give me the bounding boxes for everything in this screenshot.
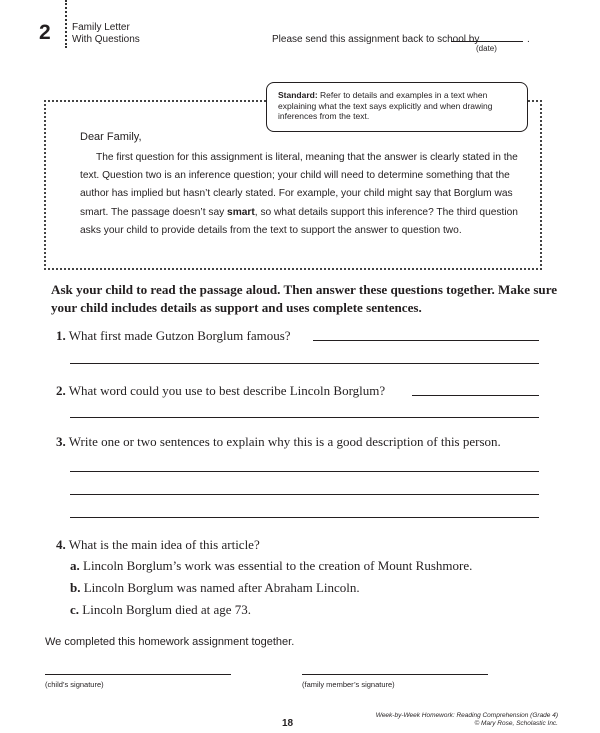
question-number: 4. xyxy=(56,537,66,552)
family-signature-field[interactable] xyxy=(302,674,488,675)
send-back-text: Please send this assignment back to school by xyxy=(272,34,480,45)
letter-body-bold: smart xyxy=(227,206,255,218)
standard-label: Standard: xyxy=(278,90,318,100)
question-text: Write one or two sentences to explain why this is a good description of this person. xyxy=(68,434,501,449)
question-text: What is the main idea of this article? xyxy=(68,537,260,552)
date-label: (date) xyxy=(476,44,497,53)
answer-line[interactable] xyxy=(70,471,539,472)
footer-credit xyxy=(376,712,558,728)
completed-statement: We completed this homework assignment together. xyxy=(45,636,295,648)
letter-body xyxy=(80,149,520,240)
question-2 xyxy=(56,383,385,399)
option-letter: a. xyxy=(70,558,80,573)
question-text: What first made Gutzon Borglum famous? xyxy=(68,328,291,343)
letter-body-part1: The first question for this assignment is literal, meaning that the answer is clearly stated in the text. Question two is an inference question; your child will need to determine something that the author has implied but hasn’t clearly stated. For example, your child might say that Borglum was smart. The passage doesn’t say xyxy=(80,152,518,218)
letter-greeting: Dear Family, xyxy=(80,131,142,143)
answer-line[interactable] xyxy=(70,363,539,364)
child-signature-field[interactable] xyxy=(45,674,231,675)
answer-line[interactable] xyxy=(313,340,539,341)
option-letter: b. xyxy=(70,580,81,595)
question-number: 2. xyxy=(56,383,66,398)
unit-number: 2 xyxy=(39,21,51,44)
option-c[interactable] xyxy=(70,602,251,618)
credit-line-2: © Mary Rose, Scholastic Inc. xyxy=(474,720,558,727)
question-3 xyxy=(56,434,501,450)
option-text: Lincoln Borglum died at age 73. xyxy=(82,602,252,617)
page-title-line2: With Questions xyxy=(72,34,140,45)
answer-line[interactable] xyxy=(412,395,539,396)
question-number: 3. xyxy=(56,434,66,449)
option-letter: c. xyxy=(70,602,80,617)
question-number: 1. xyxy=(56,328,66,343)
family-signature-label: (family member’s signature) xyxy=(302,680,395,689)
page-title xyxy=(72,22,140,46)
answer-line[interactable] xyxy=(70,494,539,495)
answer-line[interactable] xyxy=(70,417,539,418)
option-a[interactable] xyxy=(70,558,472,574)
question-4 xyxy=(56,537,260,553)
credit-line-1: Week-by-Week Homework: Reading Comprehension (Grade 4) xyxy=(375,712,558,719)
send-back-period: . xyxy=(527,34,530,45)
option-text: Lincoln Borglum was named after Abraham Lincoln. xyxy=(83,580,360,595)
page-title-line1: Family Letter xyxy=(72,22,130,33)
question-1 xyxy=(56,328,291,344)
standard-callout xyxy=(266,82,528,132)
answer-line[interactable] xyxy=(70,517,539,518)
child-signature-label: (child’s signature) xyxy=(45,680,104,689)
header-divider xyxy=(65,0,67,48)
question-text: What word could you use to best describe Lincoln Borglum? xyxy=(68,383,386,398)
option-text: Lincoln Borglum’s work was essential to the creation of Mount Rushmore. xyxy=(83,558,473,573)
date-field[interactable] xyxy=(451,41,523,42)
standard-text: Refer to details and examples in a text when explaining what the text says explicitly and when drawing inferences from the text. xyxy=(278,90,493,121)
letter-body-part2: , so what details support this inference? The third question asks your child to provide details from the text to support the answer to question two. xyxy=(80,206,518,236)
instructions: Ask your child to read the passage aloud. Then answer these questions together. Make sure your child includes details as support and uses complete sentences. xyxy=(51,282,558,315)
page-number: 18 xyxy=(282,718,294,729)
option-b[interactable] xyxy=(70,580,360,596)
